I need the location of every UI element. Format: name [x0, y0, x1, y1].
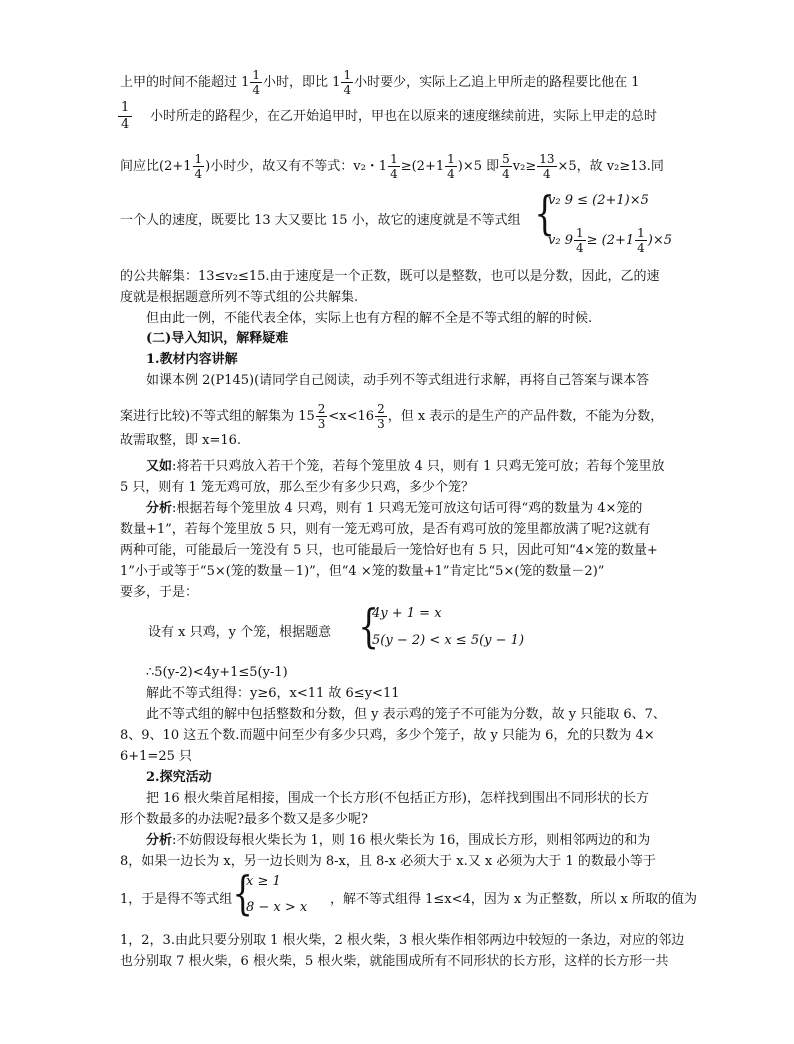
label: 又如 — [146, 459, 173, 474]
equation-line: 4y + 1 = x — [372, 606, 442, 621]
text: 小时，即比 1 — [263, 75, 341, 90]
text-line — [120, 521, 650, 538]
fraction: $\frac{5}{4}$ — [502, 152, 510, 181]
text: ×5，故 v₂≥13.同 — [557, 159, 664, 174]
text: )小时少，故又有不等式：v₂・1 — [205, 159, 388, 174]
text-line — [120, 402, 663, 431]
fraction: $\frac{2}{3}$ — [377, 402, 385, 431]
text-line — [120, 68, 640, 97]
text-line — [120, 891, 232, 908]
text: 1，于是得不等式组 — [120, 892, 233, 907]
subsection-heading: 2.探究活动 — [146, 770, 212, 785]
text-line — [330, 891, 697, 908]
text: ，但 x 表示的是生产的产品件数，不能为分数， — [387, 409, 664, 424]
text: 也分别取 7 根火柴，6 根火柴，5 根火柴，就能围成所有不同形状的长方形，这样的长方形一共 — [120, 954, 669, 969]
text-line — [120, 953, 668, 970]
text-line — [146, 500, 642, 517]
text-line — [120, 212, 521, 229]
text: 1”小于或等于“5×(笼的数量－1)”，但“4 ×笼的数量+1”肯定比“5×(笼的数量－2)” — [120, 564, 605, 579]
section-heading: (二)导入知识，解释疑难 — [146, 331, 289, 346]
fraction: $\frac{1}{4}$ — [637, 226, 645, 255]
text-line — [120, 563, 604, 580]
text-line — [146, 832, 650, 849]
text: 8，如果一边长为 x，另一边长则为 8-x，且 8-x 必须大于 x.又 x 必须为大于 1 的数最小等于 — [120, 854, 656, 869]
text: 6+1=25 只 — [120, 749, 193, 764]
fraction: $\frac{2}{3}$ — [317, 402, 326, 431]
text: :将若干只鸡放入若干个笼，若每个笼里放 4 只，则有 1 只鸡无笼可放；若每个笼里放 — [172, 459, 665, 474]
text: )×5 即 — [457, 159, 500, 174]
fraction: $\frac{1}{4}$ — [575, 226, 584, 255]
text: 小时要少，实际上乙追上甲所走的路程要比他在 1 — [354, 75, 640, 90]
fraction: 1 4 — [118, 100, 132, 133]
text-line — [120, 479, 474, 496]
text-line — [120, 932, 684, 949]
brace: { — [534, 186, 555, 240]
text-line — [120, 853, 656, 870]
text: 形个数最多的办法呢?最多个数又是多少呢? — [120, 812, 368, 827]
text: 间应比(2+1 — [120, 159, 192, 174]
text: 故需取整，即 x=16. — [120, 433, 242, 448]
text: 要多，于是： — [120, 585, 199, 600]
text: 5 只，则有 1 笼无鸡可放，那么至少有多少只鸡，多少个笼？ — [120, 480, 474, 495]
label: 分析 — [146, 501, 173, 516]
text-line — [146, 706, 666, 723]
text-line — [120, 542, 658, 559]
text: 1，2，3.由此只要分别取 1 根火柴，2 根火柴，3 根火柴作相邻两边中较短的一条边，对应的邻边 — [120, 933, 685, 948]
text: 一个人的速度，既要比 13 大又要比 15 小，故它的速度就是不等式组 — [120, 213, 521, 228]
fraction: $\frac{1}{4}$ — [343, 68, 352, 97]
text-line — [146, 790, 649, 807]
text: 两种可能，可能最后一笼没有 5 只，也可能最后一笼恰好也有 5 只，因此可知“4×笼的数量+ — [120, 543, 658, 558]
fraction: $\frac{1}{4}$ — [447, 152, 455, 181]
text-line — [146, 310, 592, 327]
text: 上甲的时间不能超过 1 — [120, 75, 250, 90]
text: ，解不等式组得 1≤x<4，因为 x 为正整数，所以 x 所取的值为 — [330, 892, 697, 907]
text: 的公共解集：13≤v₂≤15.由于速度是一个正数，既可以是整数，也可以是分数，因此，乙的速 — [120, 269, 660, 284]
text-line — [120, 289, 358, 306]
text-line — [148, 624, 331, 641]
text-line — [146, 664, 288, 681]
inequality-line: v₂ 9 $\frac{1}{4}$ ≥ (2+1 $\frac{1}{4}$ )×5 — [548, 226, 673, 255]
text: 设有 x 只鸡，y 个笼，根据题意 — [148, 625, 332, 640]
inequality-line: v₂ 9 ≤ (2+1)×5 — [548, 193, 649, 208]
inequality-line: x ≥ 1 — [246, 874, 281, 889]
text: :根据若每个笼里放 4 只鸡，则有 1 只鸡无笼可放这句话可得“鸡的数量为 4×笼的 — [172, 501, 643, 516]
brace: { — [232, 866, 253, 920]
text-line — [120, 811, 368, 828]
inequality-line: 8 − x > x — [246, 900, 308, 915]
text: :不妨假设每根火柴长为 1，则 16 根火柴长为 16，围成长方形，则相邻两边的和为 — [172, 833, 651, 848]
subsection-heading: 1.教材内容讲解 — [146, 352, 238, 367]
brace: { — [358, 599, 379, 653]
fraction: $\frac{1}{4}$ — [252, 68, 261, 97]
fraction: $\frac{1}{4}$ — [390, 152, 398, 181]
text: 解此不等式组得：y≥6，x<11 故 6≤y<11 — [146, 686, 400, 701]
text: 数量+1”，若每个笼里放 5 只，则有一笼无鸡可放，是否有鸡可放的笼里都放满了呢?这就有 — [120, 522, 651, 537]
fraction: $\frac{1}{4}$ — [194, 152, 203, 181]
text: 小时所走的路程少，在乙开始追甲时，甲也在以原来的速度继续前进，实际上甲走的总时 — [150, 109, 658, 124]
text-line — [146, 685, 399, 702]
text-line — [120, 432, 241, 449]
text-line — [146, 458, 664, 475]
text-line — [120, 584, 198, 601]
text: 此不等式组的解中包括整数和分数，但 y 表示鸡的笼子不可能为分数，故 y 只能取 6、7、 — [146, 707, 666, 722]
equation-line: 5(y − 2) < x ≤ 5(y − 1) — [372, 633, 525, 648]
text-line — [146, 372, 649, 389]
text-line — [120, 268, 660, 285]
text: 如课本例 2(P145)(请同学自己阅读，动手列不等式组进行求解，再将自己答案与课本答 — [146, 373, 650, 388]
text: 但由此一例，不能代表全体，实际上也有方程的解不全是不等式组的解的时候. — [146, 311, 593, 326]
label: 分析 — [146, 833, 173, 848]
text-line — [120, 727, 655, 744]
text: ≥(2+1 — [400, 159, 445, 174]
text-line — [120, 748, 192, 765]
text: 案进行比较)不等式组的解集为 15 — [120, 409, 315, 424]
text: 把 16 根火柴首尾相接，围成一个长方形(不包括正方形)，怎样找到围出不同形状的长方 — [146, 791, 649, 806]
text: 8、9、10 这五个数.而题中问至少有多少只鸡，多少个笼子，故 y 只能为 6，允的只数为 4× — [120, 728, 655, 743]
text: v₂≥ — [512, 159, 537, 174]
text: 度就是根据题意所列不等式组的公共解集. — [120, 290, 359, 305]
text-line — [150, 108, 657, 125]
text: <x<16 — [328, 409, 375, 424]
fraction: $\frac{13}{4}$ — [539, 152, 555, 181]
text: ∴5(y-2)<4y+1≤5(y-1) — [146, 665, 288, 680]
text-line — [120, 152, 664, 181]
